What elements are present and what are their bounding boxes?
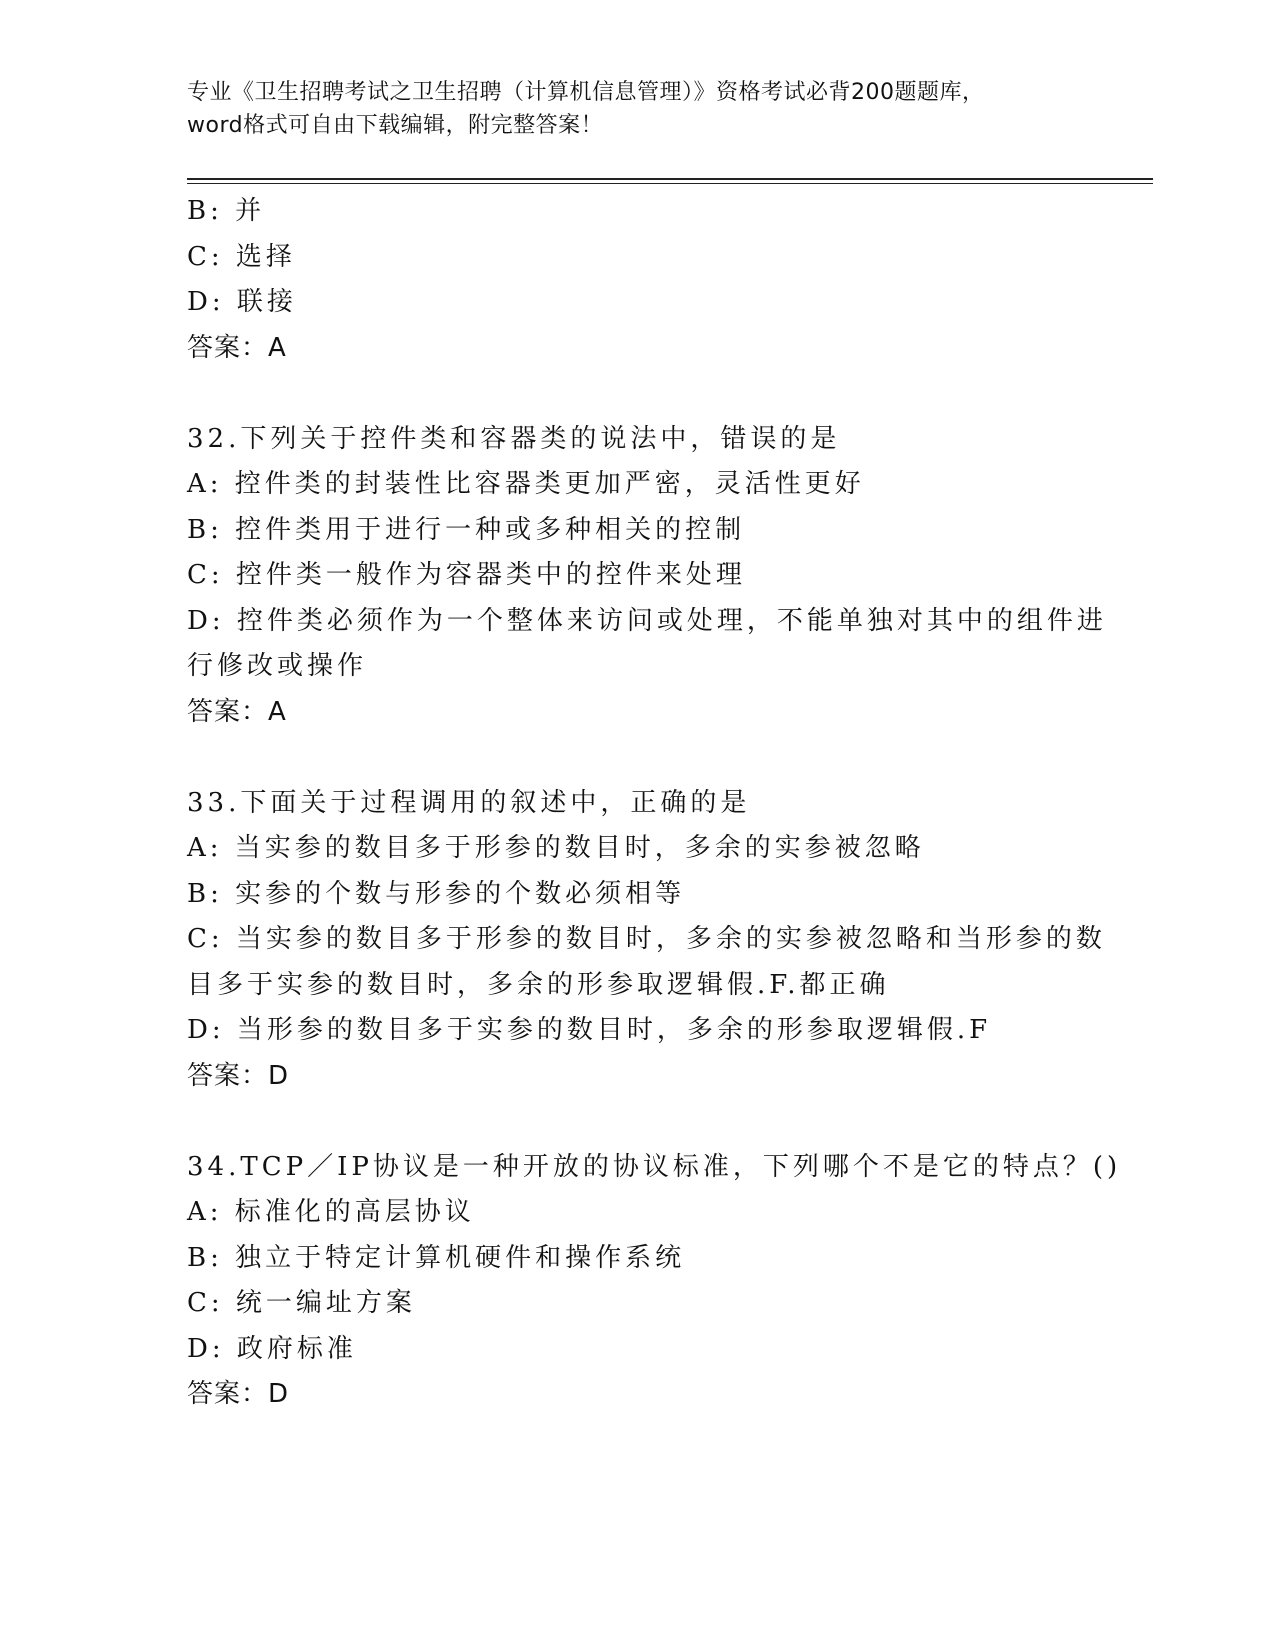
question-spacer [187, 371, 1087, 417]
header-divider-thin [187, 183, 1153, 184]
question-32 [187, 417, 1107, 736]
answer-line: 答案：D [187, 1060, 290, 1091]
option-b: B: 控件类用于进行一种或多种相关的控制 [187, 514, 746, 545]
header-title-line-1: 专业《卫生招聘考试之卫生招聘（计算机信息管理）》资格考试必背200题题库， [187, 80, 985, 105]
question-stem: 33.下面关于过程调用的叙述中，正确的是 [187, 787, 751, 818]
answer-line: 答案：A [187, 696, 287, 727]
option-d: D: 控件类必须作为一个整体来访问或处理，不能单独对其中的组件进 [187, 605, 1107, 636]
question-31-tail [187, 189, 1087, 371]
option-d: D: 政府标准 [187, 1333, 357, 1364]
question-spacer [187, 1099, 1087, 1145]
question-33 [187, 781, 1106, 1100]
question-list [187, 189, 1122, 1418]
header-divider-thick [187, 178, 1153, 180]
answer-line: 答案：D [187, 1379, 290, 1409]
option-c-continued: 目多于实参的数目时，多余的形参取逻辑假.F.都正确 [187, 969, 890, 1000]
option-d: D: 联接 [187, 287, 297, 317]
option-d: D: 当形参的数目多于实参的数目时，多余的形参取逻辑假.F [187, 1015, 992, 1045]
question-stem: 34.TCP／IP协议是一种开放的协议标准，下列哪个不是它的特点？() [187, 1151, 1122, 1182]
option-c: C: 当实参的数目多于形参的数目时，多余的实参被忽略和当形参的数 [187, 924, 1106, 954]
option-a: A: 当实参的数目多于形参的数目时，多余的实参被忽略 [187, 833, 925, 863]
option-c: C: 统一编址方案 [187, 1288, 416, 1318]
question-34 [187, 1145, 1122, 1418]
document-header [187, 76, 1087, 142]
option-b: B: 实参的个数与形参的个数必须相等 [187, 878, 686, 909]
option-a: A: 标准化的高层协议 [187, 1197, 475, 1227]
option-c: C: 选择 [187, 241, 296, 272]
header-title-line-2: word格式可自由下载编辑，附完整答案！ [187, 113, 604, 138]
option-c: C: 控件类一般作为容器类中的控件来处理 [187, 560, 746, 590]
answer-line: 答案：A [187, 332, 287, 363]
option-d-continued: 行修改或操作 [187, 651, 368, 681]
option-b: B: 并 [187, 196, 266, 226]
option-b: B: 独立于特定计算机硬件和操作系统 [187, 1242, 686, 1273]
question-spacer [187, 735, 1087, 781]
option-a: A: 控件类的封装性比容器类更加严密，灵活性更好 [187, 469, 865, 499]
question-stem: 32.下列关于控件类和容器类的说法中，错误的是 [187, 423, 841, 454]
